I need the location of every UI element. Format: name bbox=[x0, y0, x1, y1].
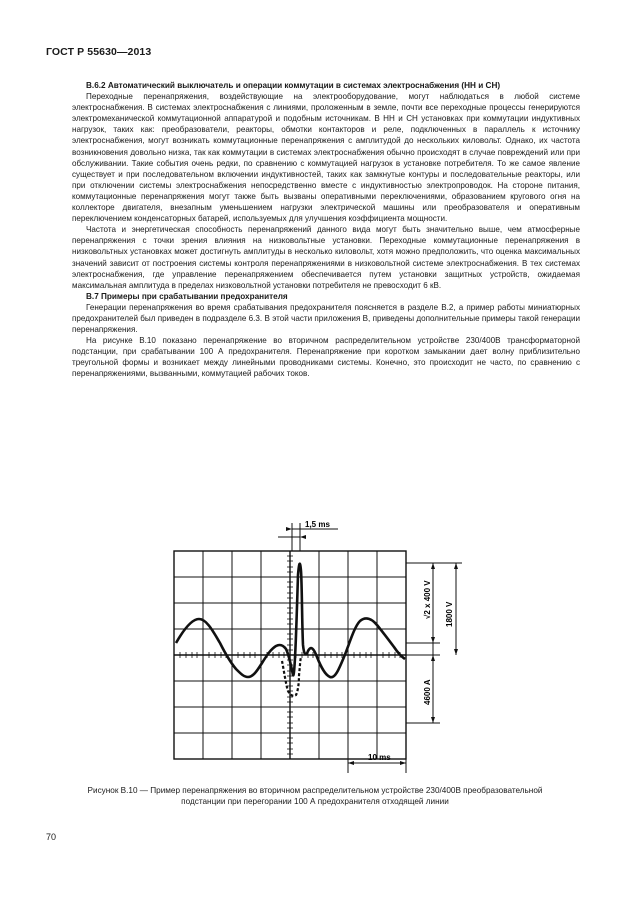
paragraph: Частота и энергетическая способность перенапряжений данного вида могут быть значительно выше, чем атмосферные перенапряжения с точки зрения влияния на низковольтные установки. Переходные коммутационные перенапряжения в низковольтных установках может достигнуть амплитуды в несколько киловольт, хотя можно предположить, что оценка максимальных значений зависит от построения системы контроля перенапряжениями в низковольтной системе электроснабжения. В тех системах электроснабжения, где управление перенапряжением обеспечивается путем установки защитных устройств, ожидаемая максимальная амплитуда в пределах низковольтной установки потребителя не превосходит 6 кВ. bbox=[72, 225, 580, 290]
label-1800v: 1800 V bbox=[445, 601, 454, 627]
label-4600a: 4600 A bbox=[423, 679, 432, 705]
label-sqrt2-400v: √2 x 400 V bbox=[423, 580, 432, 619]
paragraph: На рисунке В.10 показано перенапряжение во вторичном распределительном устройстве 230/400В трансформаторной подстанции, при срабатывании 100 А предохранителя. Перенапряжение при коротком замыкании дает волну приблизительно треугольной формы и возникает между линейными проводниками системы. Конечно, это происходит не часто, по сравнению с перенапряжениями, вызванными, коммутацией рабочих токов. bbox=[72, 336, 580, 379]
section-heading-b7: В.7 Примеры при срабатывании предохранителя bbox=[86, 291, 288, 301]
paragraph: Генерации перенапряжения во время срабатывания предохранителя поясняется в разделе В.2, а пример работы миниатюрных предохранителей был приведен в подразделе 6.3. В этой части приложения В, приведены дополнительные примеры такой генерации перенапряжения. bbox=[72, 302, 580, 335]
oscillogram-figure bbox=[0, 515, 630, 785]
label-1-5ms: 1,5 ms bbox=[305, 520, 330, 529]
document-header: ГОСТ Р 55630—2013 bbox=[46, 46, 152, 58]
figure-caption: Рисунок В.10 — Пример перенапряжения во вторичном распределительном устройстве 230/400В преобразовательной подстанции при перегорании 100 А предохранителя отходящей линии bbox=[87, 786, 543, 807]
page-number: 70 bbox=[46, 832, 57, 842]
dim-right bbox=[406, 563, 462, 723]
section-heading-b62: В.6.2 Автоматический выключатель и операции коммутации в системах электроснабжения (НН и СН) bbox=[86, 81, 501, 90]
label-10ms: 10 ms bbox=[368, 753, 391, 762]
paragraph: Переходные перенапряжения, воздействующие на электрооборудование, могут наблюдаться в любой системе электроснабжения. В системах электроснабжения с линиями, проложенным в земле, почти все переходные процессы генерируются электромеханической коммутационной аппаратурой и подобным источникам. В НН и СН установках при коммутации индуктивных нагрузок, таких как: преобразователи, реакторы, обмотки контакторов и реле, подключенных в параллель к источнику электроснабжения, могут возникать коммутационные перенапряжения с амплитудой до нескольких киловольт. Однако, их частота возникновения довольно низка, так как коммутации в системах электроснабжения обычно происходят в случае повреждений или при обслуживании. Такие события очень редки, по сравнению с коммутацией нагрузок в установке потребителя. То же самое явление существует и при последовательном включении индуктивностей, таких как замкнутые контуры и последовательные реакторы, или при отключении системы электроснабжения непосредственно вместе с индуктивностью электропроводок. На стороне питания, коммутационные перенапряжения могут также быть вызваны оперативными переключениями, образованием кругового огня на коллекторе двигателя, внезапным уменьшением нагрузки электрической машины или преобразователя и оперативным переключением конденсаторных батарей, используемых для улучшения коэффициента мощности. bbox=[72, 92, 580, 224]
body-text bbox=[72, 80, 580, 380]
oscillogram bbox=[0, 515, 630, 785]
